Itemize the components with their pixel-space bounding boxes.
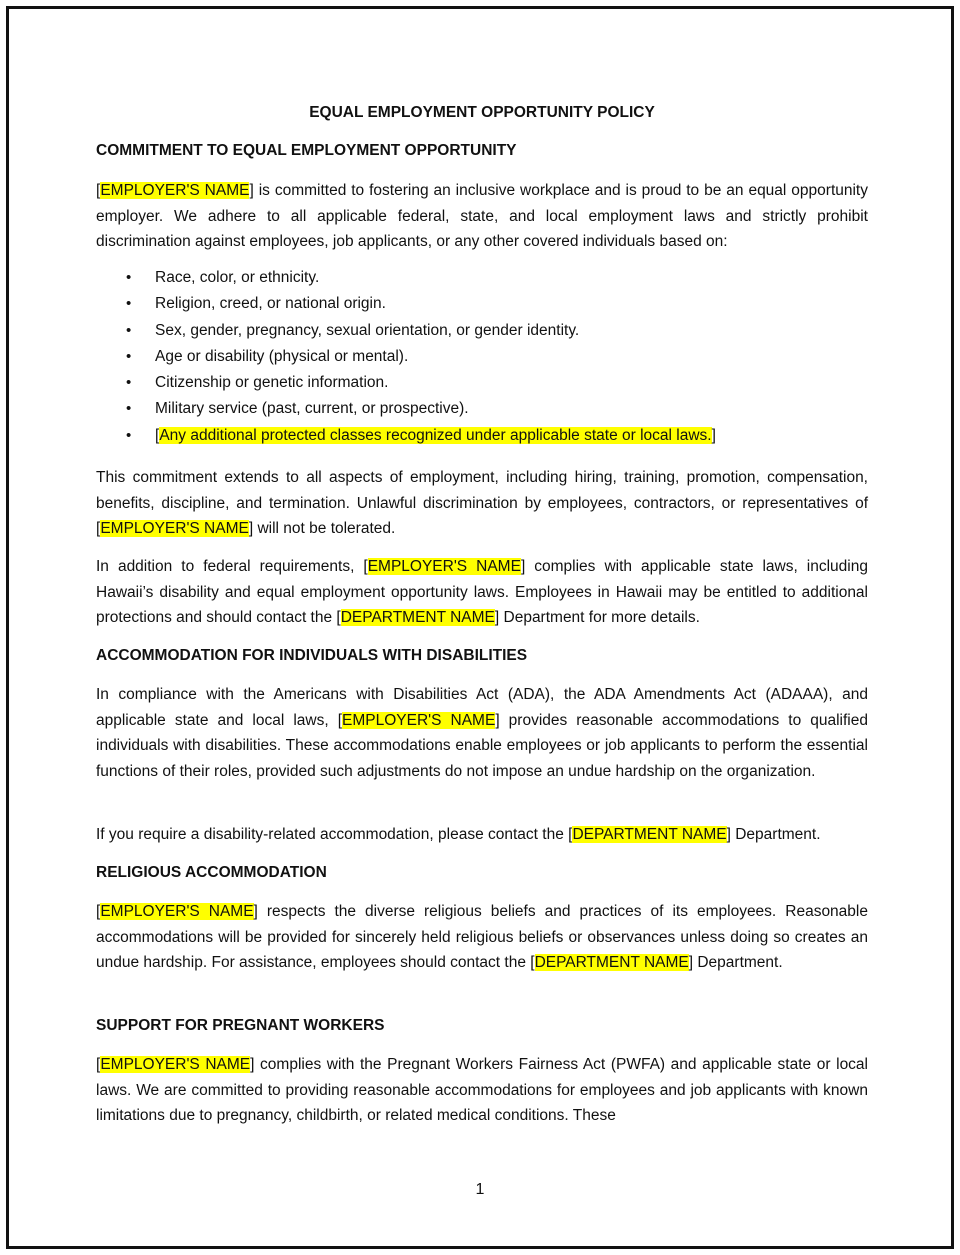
list-item: [96, 291, 868, 317]
list-item: [96, 344, 868, 370]
paragraph-text: ] complies with applicable state laws, including Hawaii’s disability and equal employment opportunity laws. Employees in Hawaii may be entitled to additional protections and should contact the [: [96, 558, 868, 626]
paragraph-state-requirements: [96, 554, 868, 631]
bullet-icon: •: [126, 269, 132, 286]
document-page: [6, 6, 954, 1249]
section-heading-religious: RELIGIOUS ACCOMMODATION: [96, 864, 327, 881]
list-item-text: Sex, gender, pregnancy, sexual orientation, or gender identity.: [155, 321, 580, 339]
placeholder-employer-name: EMPLOYER'S NAME: [100, 1056, 251, 1073]
bullet-icon: •: [126, 321, 132, 339]
list-item-text: Citizenship or genetic information.: [155, 374, 389, 392]
paragraph-text: ] Department for more details.: [494, 609, 700, 626]
paragraph-text: ] Department.: [688, 954, 783, 971]
section-heading-pregnant-workers: SUPPORT FOR PREGNANT WORKERS: [96, 1017, 385, 1034]
placeholder-department-name: DEPARTMENT NAME: [340, 609, 495, 626]
section-heading-disabilities: ACCOMMODATION FOR INDIVIDUALS WITH DISABILITIES: [96, 647, 528, 664]
paragraph-text: ] provides reasonable accommodations to qualified individuals with disabilities. These accommodations enable employees or job applicants to perform the essential functions of their roles, provided such adjustments do not impose an undue hardship on the organization.: [96, 711, 868, 780]
bracket-open: [: [96, 903, 101, 920]
list-item: [96, 318, 868, 344]
paragraph-pregnant-workers: [96, 1052, 868, 1129]
list-item-text: Race, color, or ethnicity.: [155, 269, 320, 286]
paragraph-text: ] will not be tolerated.: [248, 520, 396, 537]
paragraph-text: This commitment extends to all aspects of employment, including hiring, training, promotion, compensation, benefits, discipline, and termination. Unlawful discrimination by employees, contractors, or representatives of [: [96, 469, 868, 537]
paragraph-commitment-scope: [96, 465, 868, 542]
paragraph-text: ] complies with the Pregnant Workers Fairness Act (PWFA) and applicable state or local laws. We are committed to providing reasonable accommodations for employees and job applicants with known limitations due to pregnancy, childbirth, or related medical conditions. These: [96, 1056, 868, 1124]
bracket-close: ]: [711, 426, 716, 444]
bullet-icon: •: [126, 374, 132, 392]
list-item-text: Religion, creed, or national origin.: [155, 295, 386, 313]
placeholder-employer-name: EMPLOYER'S NAME: [342, 711, 496, 729]
paragraph-text: ] is committed to fostering an inclusive workplace and is proud to be an equal opportunity employer. We adhere to all applicable federal, state, and local employment laws and strictly prohibit discrimination against employees, job applicants, or any other covered individuals based on:: [96, 182, 868, 250]
paragraph-text: ] respects the diverse religious beliefs and practices of its employees. Reasonable accommodations will be provided for sincerely held religious beliefs or observances unless doing so creates an undue hardship. For assistance, employees should contact the [: [96, 903, 868, 971]
bullet-icon: •: [126, 347, 132, 365]
placeholder-employer-name: EMPLOYER'S NAME: [100, 520, 249, 537]
list-item: [96, 423, 868, 449]
bracket-open: [: [155, 426, 160, 444]
placeholder-additional-classes: Any additional protected classes recognized under applicable state or local laws.: [159, 426, 712, 444]
protected-classes-list: [96, 265, 868, 449]
list-item: [96, 370, 868, 396]
placeholder-department-name: DEPARTMENT NAME: [534, 954, 689, 971]
paragraph-commitment-intro: [96, 178, 868, 255]
list-item-text: Military service (past, current, or prospective).: [155, 400, 469, 418]
paragraph-religious-accommodation: [96, 899, 868, 976]
page-number: 1: [475, 1181, 485, 1198]
paragraph-disability-contact: [96, 822, 868, 848]
bracket-open: [: [96, 1056, 101, 1073]
bullet-icon: •: [126, 295, 132, 313]
paragraph-text: In compliance with the Americans with Disabilities Act (ADA), the ADA Amendments Act (ADAAA), and applicable state and local laws, [: [96, 686, 868, 729]
placeholder-employer-name: EMPLOYER'S NAME: [100, 182, 250, 199]
list-item: [96, 265, 868, 291]
paragraph-text: If you require a disability-related accommodation, please contact the [: [96, 826, 573, 843]
document-title: EQUAL EMPLOYMENT OPPORTUNITY POLICY: [309, 104, 655, 121]
paragraph-text: In addition to federal requirements, [: [96, 558, 368, 575]
placeholder-department-name: DEPARTMENT NAME: [572, 826, 727, 843]
bracket-open: [: [96, 182, 101, 199]
list-item: [96, 396, 868, 422]
placeholder-employer-name: EMPLOYER'S NAME: [100, 903, 254, 920]
paragraph-disability-accommodation: [96, 682, 868, 784]
placeholder-employer-name: EMPLOYER'S NAME: [367, 558, 521, 575]
list-item-text: Age or disability (physical or mental).: [155, 347, 409, 365]
paragraph-text: ] Department.: [726, 826, 821, 843]
bullet-icon: •: [126, 426, 132, 444]
bullet-icon: •: [126, 400, 132, 418]
section-heading-commitment: COMMITMENT TO EQUAL EMPLOYMENT OPPORTUNITY: [96, 142, 517, 159]
